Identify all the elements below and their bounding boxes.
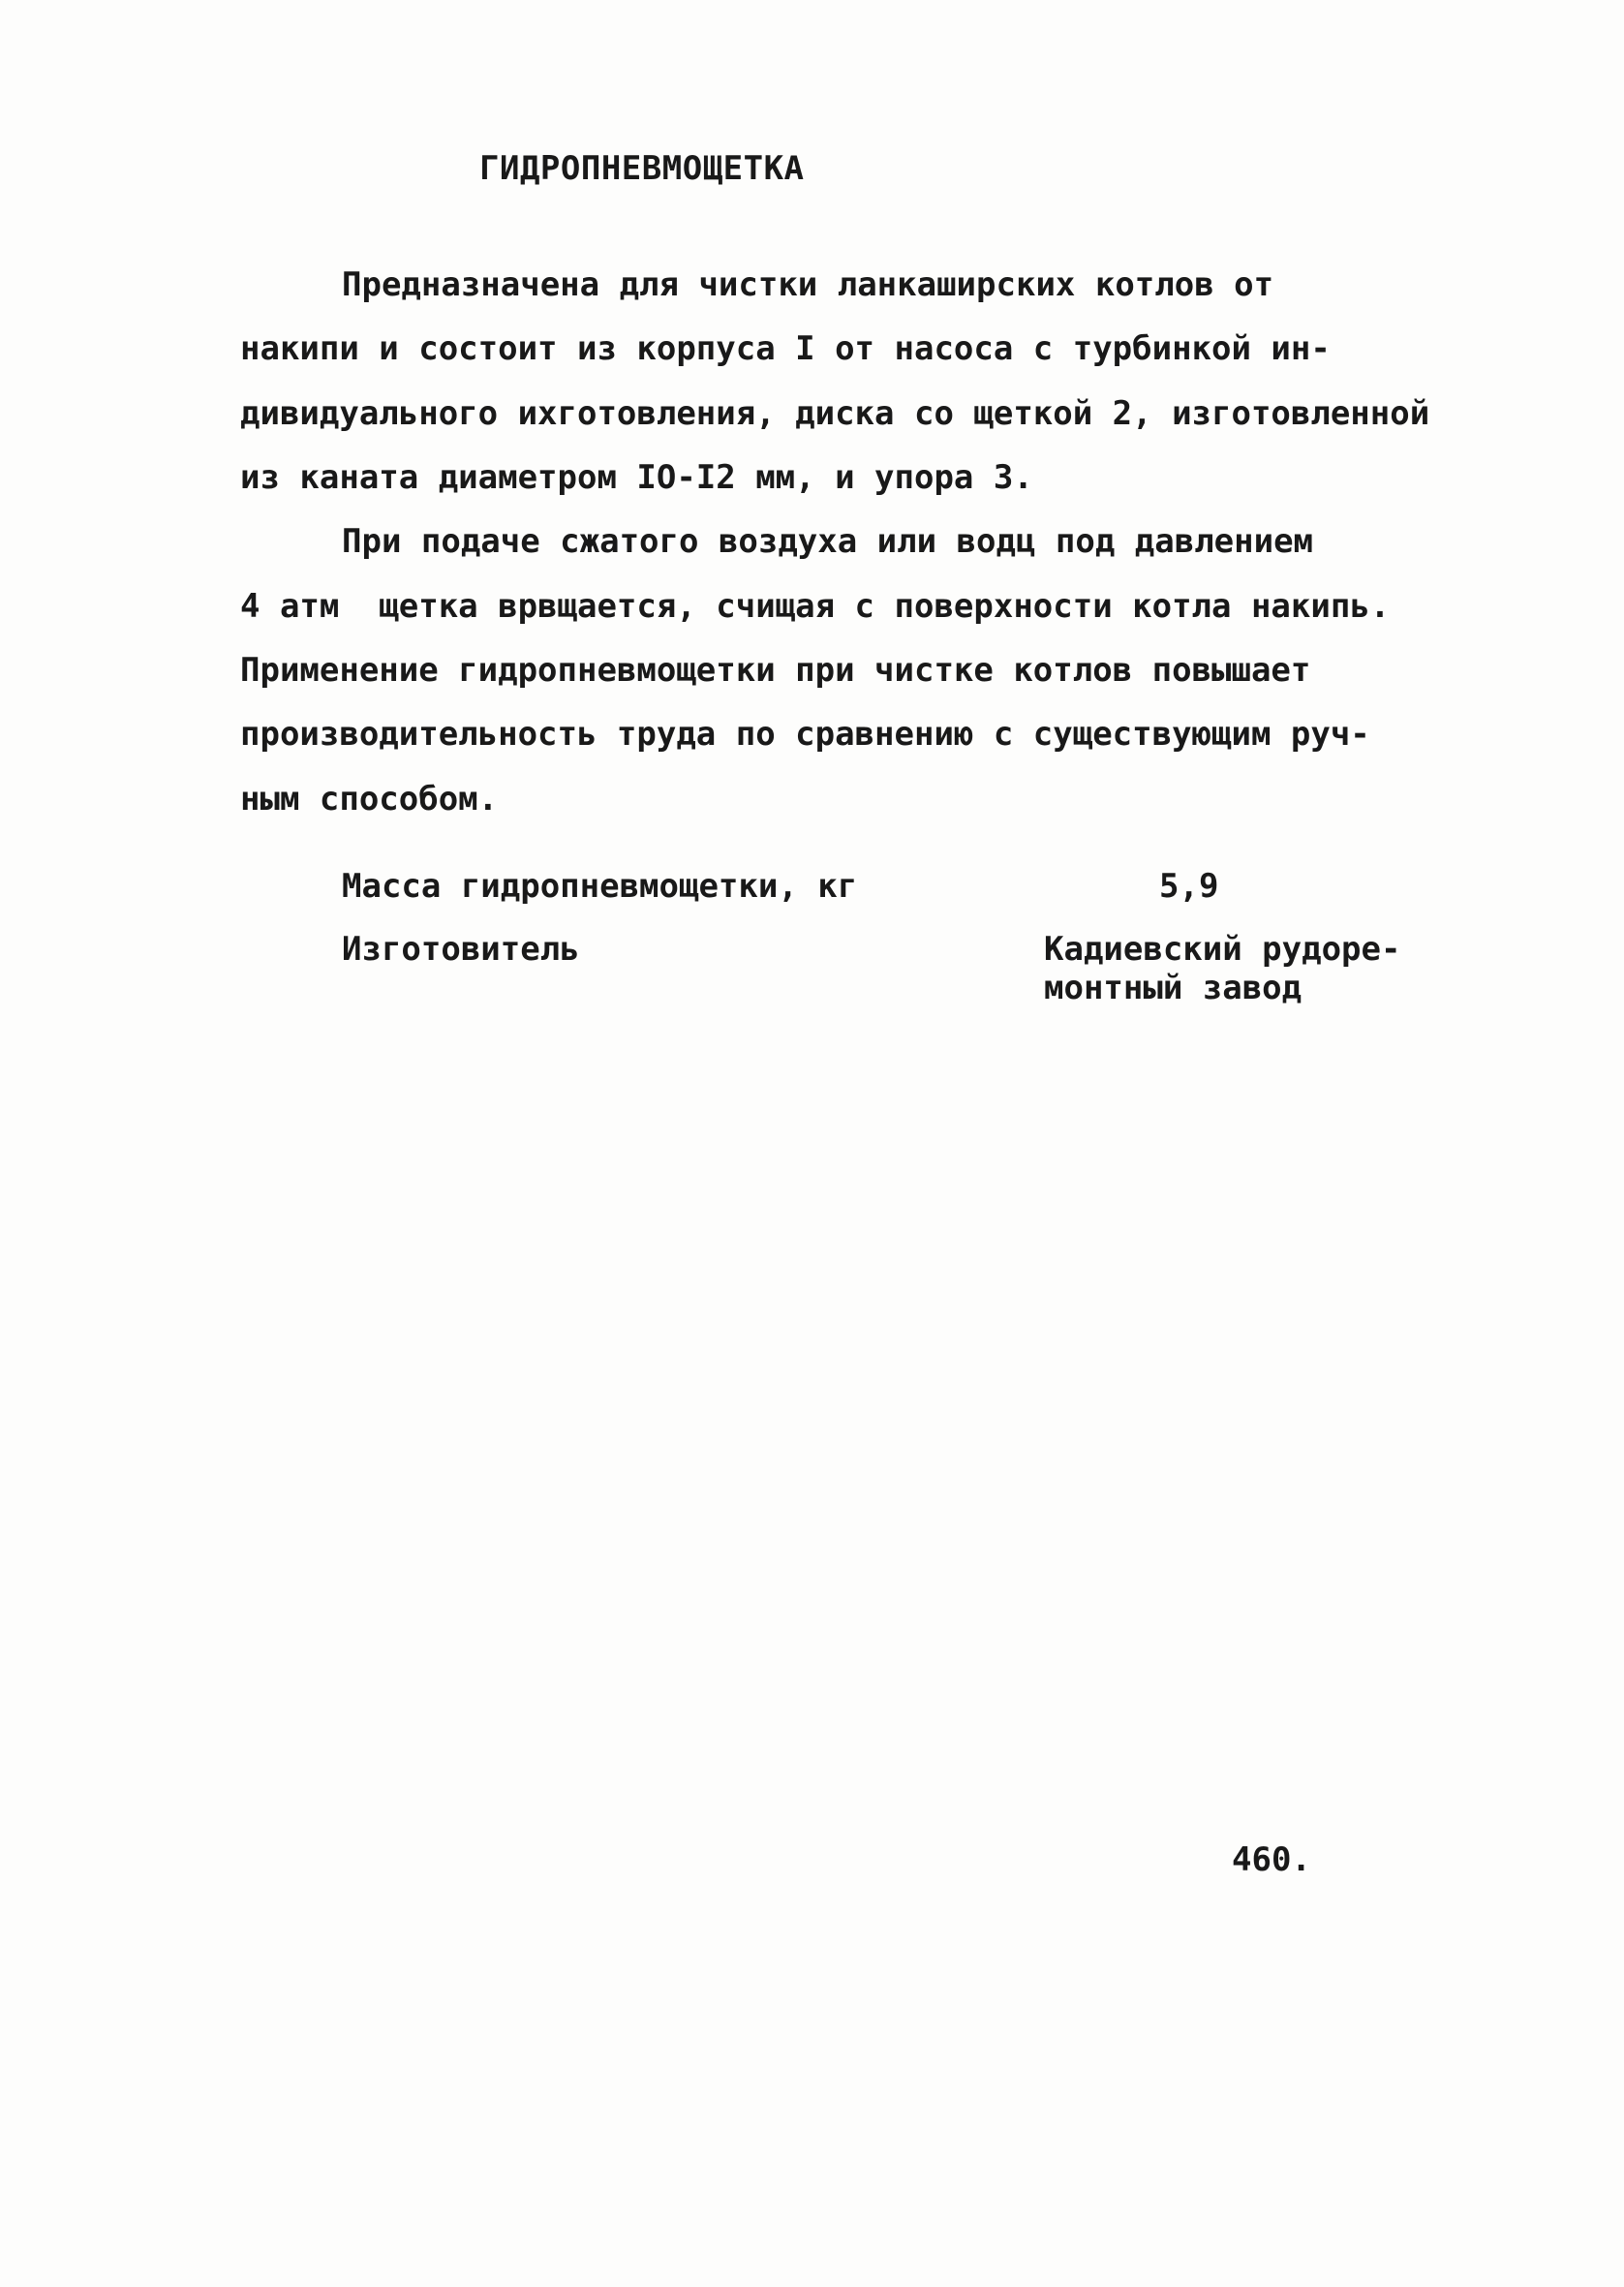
spec-value-manufacturer-line2: монтный завод (1044, 969, 1302, 1007)
body-line-1: Предназначена для чистки ланкаширских котлов от (342, 265, 1274, 304)
body-line-8: производительность труда по сравнению с существующим руч- (240, 715, 1370, 754)
spec-label-manufacturer: Изготовитель (342, 930, 580, 969)
body-line-4: из каната диаметром IO-I2 мм, и упора 3. (240, 458, 1033, 497)
body-line-7: Применение гидропневмощетки при чистке котлов повышает (240, 651, 1311, 690)
body-line-2: накипи и состоит из корпуса I от насоса с турбинкой ин- (240, 329, 1331, 368)
spec-label-mass: Масса гидропневмощетки, кг (342, 867, 858, 906)
document-title: ГИДРОПНЕВМОЩЕТКА (479, 149, 805, 188)
body-line-5: При подаче сжатого воздуха или водц под давлением (342, 522, 1314, 561)
body-line-9: ным способом. (240, 780, 499, 819)
body-line-6: 4 атм щетка врвщается, счищая с поверхности котла накипь. (240, 587, 1391, 626)
page-number: 460. (1232, 1840, 1311, 1879)
spec-value-manufacturer-line1: Кадиевский рудоре- (1044, 930, 1401, 969)
spec-value-mass: 5,9 (1159, 867, 1219, 906)
body-line-3: дивидуального ихготовления, диска со щеткой 2, изготовленной (240, 394, 1430, 433)
